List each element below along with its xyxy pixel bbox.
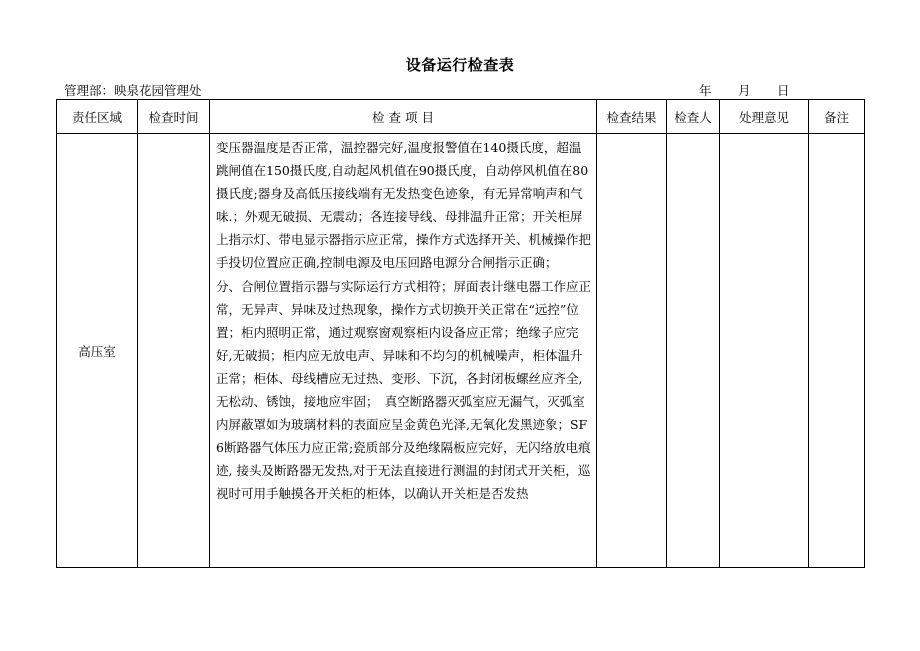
header-inspector: 检查人 bbox=[667, 100, 720, 134]
document-title: 设备运行检查表 bbox=[405, 56, 515, 74]
header-remarks: 备注 bbox=[809, 100, 865, 134]
cell-time[interactable] bbox=[138, 134, 210, 568]
department-label: 管理部：映泉花园管理处 bbox=[64, 83, 202, 98]
date-day-label: 日 bbox=[777, 83, 790, 98]
inspection-items-text: 变压器温度是否正常，温控器完好,温度报警值在140摄氏度，超温跳闸值在150摄氏度,自动起风机值在90摄氏度，自动停风机值在80摄氏度;器身及高低压接线端有无发热变色迹象，有无异常响声和气味.；外观无破损、无震动；各连接导线、母排温升正常；开关柜屏上指示灯、带电显示器指示应正常，操作方式选择开关、机械操作把手投切位置应正确,控制电源及电压回路电源分合闸指示正确； 分、合闸位置指示器与实际运行方式相符；屏面表计继电器工作应正常，无异声、异味及过热现象，操作方式切换开关正常在“远控”位置；柜内照明正常，通过观察窗观察柜内设备应正常；绝缘子应完好,无破损；柜内应无放电声、异味和不均匀的机械噪声，柜体温升正常；柜体、母线槽应无过热、变形、下沉，各封闭板螺丝应齐全,无松动、锈蚀，接地应牢固； 真空断路器灭弧室应无漏气，灭弧室内屏蔽罩如为玻璃材料的表面应呈金黄色光泽,无氧化发黑迹象；SF6断路器气体压力应正常;瓷质部分及绝缘隔板应完好，无闪络放电痕迹, 接头及断路器无发热,对于无法直接进行测温的封闭式开关柜，巡视时可用手触摸各开关柜的柜体，以确认开关柜是否发热 bbox=[216, 140, 592, 502]
cell-inspector[interactable] bbox=[667, 134, 720, 568]
cell-items bbox=[210, 134, 597, 568]
cell-opinion[interactable] bbox=[720, 134, 809, 568]
date-month-label: 月 bbox=[738, 83, 751, 98]
header-time: 检查时间 bbox=[138, 100, 210, 134]
table-row bbox=[57, 134, 865, 568]
header-items: 检 查 项 目 bbox=[210, 100, 597, 134]
cell-remarks[interactable] bbox=[809, 134, 865, 568]
table-header-row bbox=[57, 100, 865, 134]
cell-result[interactable] bbox=[597, 134, 667, 568]
cell-area: 高压室 bbox=[57, 134, 138, 568]
header-opinion: 处理意见 bbox=[720, 100, 809, 134]
date-year-label: 年 bbox=[699, 83, 712, 98]
header-result: 检查结果 bbox=[597, 100, 667, 134]
inspection-table bbox=[56, 99, 865, 568]
header-area: 责任区域 bbox=[57, 100, 138, 134]
